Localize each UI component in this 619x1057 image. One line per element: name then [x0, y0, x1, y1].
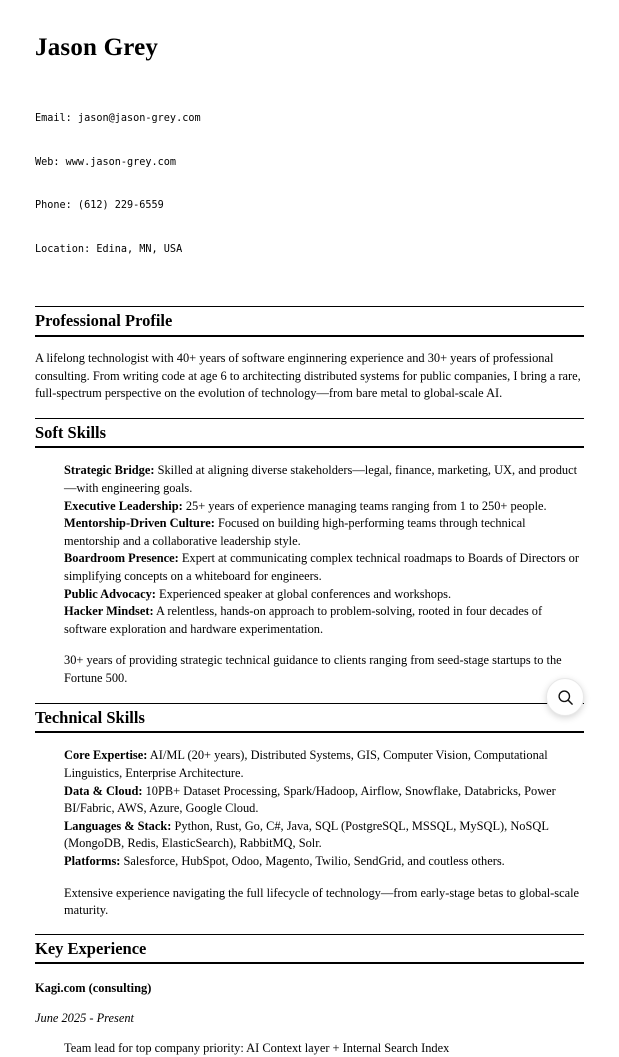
skill-text: Python, Rust, Go, C#, Java, SQL (PostgreSQL, MSSQL, MySQL), NoSQL (MongoDB, Redis, ElasticSearch), RabbitMQ, Solr. [64, 818, 549, 851]
skill-label: Core Expertise: [64, 748, 148, 763]
skill-text: AI/ML (20+ years), Distributed Systems, GIS, Computer Vision, Computational Linguistics, Enterprise Architecture. [64, 748, 548, 780]
skill-text: Experienced speaker at global conferences and workshops. [155, 586, 452, 601]
job-title: Kagi.com (consulting) [35, 981, 152, 996]
list-item [64, 603, 584, 638]
technical-skills-note: Extensive experience navigating the full lifecycle of technology—from early-stage betas to global-scale maturity. [64, 885, 580, 918]
contact-block [35, 84, 584, 287]
skill-label: Platforms: [64, 853, 121, 868]
list-item [64, 550, 584, 585]
skill-label: Languages & Stack: [64, 818, 172, 833]
skill-text: 10PB+ Dataset Processing, Spark/Hadoop, Airflow, Snowflake, Databricks, Power BI/Fabric, AWS, Azure, Google Cloud. [64, 783, 556, 816]
list-item [64, 498, 584, 516]
list-item [64, 462, 584, 497]
skill-text: Salesforce, HubSpot, Odoo, Magento, Twilio, SendGrid, and coutless others. [120, 853, 505, 868]
job-bullet-list [35, 1040, 584, 1057]
section-key-experience [35, 934, 584, 1057]
experience-entry [35, 980, 584, 1057]
skill-label: Hacker Mindset: [64, 604, 154, 619]
section-professional-profile [35, 306, 584, 402]
soft-skills-note: 30+ years of providing strategic technical guidance to clients ranging from seed-stage startups to the Fortune 500. [64, 653, 562, 686]
technical-skills-list [35, 747, 584, 870]
skill-label: Strategic Bridge: [64, 463, 155, 478]
contact-email: Email: jason@jason-grey.com [35, 113, 201, 125]
list-item [64, 818, 584, 853]
skill-text: A relentless, hands-on approach to problem-solving, rooted in four decades of software exploration and hardware experimentation. [64, 604, 543, 636]
skill-text: Expert at communicating complex technical roadmaps to Boards of Directors or simplifying concepts on a whiteboard for engineers. [64, 551, 579, 584]
skill-label: Boardroom Presence: [64, 551, 179, 566]
section-soft-skills [35, 418, 584, 688]
section-heading-professional-profile: Professional Profile [35, 306, 584, 337]
list-item [64, 586, 584, 604]
page-title: Jason Grey [35, 34, 159, 61]
contact-phone: Phone: (612) 229-6559 [35, 200, 164, 212]
search-button[interactable] [546, 678, 584, 716]
section-heading-technical-skills: Technical Skills [35, 703, 584, 734]
list-item [64, 783, 584, 818]
skill-label: Data & Cloud: [64, 783, 143, 798]
section-heading-soft-skills: Soft Skills [35, 418, 584, 449]
list-item [64, 747, 584, 782]
list-item [64, 853, 584, 871]
contact-location: Location: Edina, MN, USA [35, 243, 183, 255]
list-item [64, 515, 584, 550]
soft-skills-list [35, 462, 584, 638]
search-icon [557, 689, 574, 706]
skill-label: Mentorship-Driven Culture: [64, 516, 215, 531]
section-technical-skills [35, 703, 584, 920]
contact-web: Web: www.jason-grey.com [35, 156, 177, 168]
skill-label: Executive Leadership: [64, 498, 183, 513]
profile-paragraph: A lifelong technologist with 40+ years of software enginnering experience and 30+ years of professional consulting. From writing code at age 6 to architecting distributed systems for public companies, I bring a rare, full-spectrum perspective on the evolution of technology—from bare metal to global-scale AI. [35, 350, 581, 401]
skill-text: 25+ years of experience managing teams ranging from 1 to 250+ people. [182, 498, 547, 513]
section-heading-key-experience: Key Experience [35, 934, 584, 965]
skill-text: Focused on building high-performing teams through technical mentorship and a collaborative leadership style. [64, 516, 526, 548]
list-item: Team lead for top company priority: AI Context layer + Internal Search Index [64, 1040, 450, 1055]
skill-text: Skilled at aligning diverse stakeholders—legal, finance, marketing, UX, and product—with engineering goals. [64, 463, 578, 495]
job-dates: June 2025 - Present [35, 1011, 134, 1026]
skill-label: Public Advocacy: [64, 586, 156, 601]
